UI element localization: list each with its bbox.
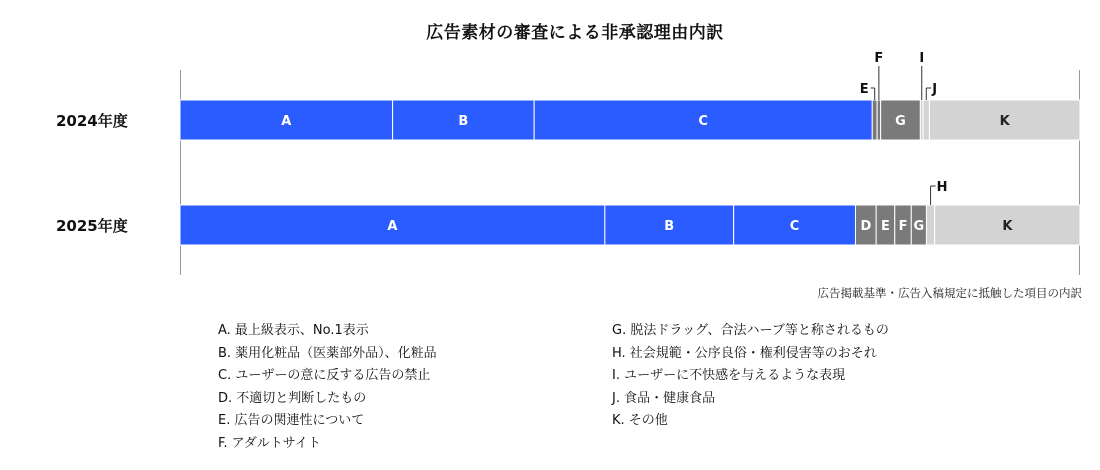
bar-2025年度-H <box>926 205 934 245</box>
bar-label-2025年度-G: G <box>913 219 925 234</box>
legend-item-i: I. ユーザーに不快感を与えるような表現 <box>612 368 846 384</box>
category-label-2: 2025年度 <box>56 217 128 235</box>
callout-label-2024年度-I: I <box>919 51 925 66</box>
legend-item-a: A. 最上級表示、No.1表示 <box>218 323 369 338</box>
legend-left-column <box>218 320 437 456</box>
legend-item-j: J. 食品・健康食品 <box>612 390 716 406</box>
bar-label-2025年度-K: K <box>1002 219 1013 234</box>
bar-label-2024年度-K: K <box>999 114 1010 129</box>
bar-label-2025年度-D: D <box>860 219 872 234</box>
bar-label-2024年度-A: A <box>281 114 292 129</box>
bar-2024年度-J <box>923 100 929 140</box>
legend-item-k: K. その他 <box>612 413 668 429</box>
bar-label-2025年度-E: E <box>881 219 890 234</box>
bar-label-2025年度-F: F <box>898 219 908 234</box>
legend-item-d: D. 不適切と判断したもの <box>218 390 367 406</box>
legend-item-b: B. 薬用化粧品（医薬部外品）、化粧品 <box>218 345 437 361</box>
legend-item-e: E. 広告の関連性について <box>218 413 365 429</box>
chart-title: 広告素材の審査による非承認理由内訳 <box>426 23 724 43</box>
bar-label-2025年度-C: C <box>789 219 800 234</box>
callout-label-2024年度-J: J <box>932 82 938 97</box>
legend-item-g: G. 脱法ドラッグ、合法ハーブ等と称されるもの <box>612 323 889 338</box>
bar-label-2025年度-A: A <box>387 219 398 234</box>
bar-label-2025年度-B: B <box>664 219 675 234</box>
category-label-1: 2024年度 <box>56 112 128 130</box>
legend-item-c: C. ユーザーの意に反する広告の禁止 <box>218 368 431 384</box>
legend-item-h: H. 社会規範・公序良俗・権利侵害等のおそれ <box>612 345 877 361</box>
legend-right-column <box>612 320 889 433</box>
callout-label-2024年度-E: E <box>859 82 869 97</box>
bar-2024年度-F <box>877 100 880 140</box>
callout-label-2025年度-H: H <box>936 180 948 195</box>
bar-label-2024年度-B: B <box>458 114 469 129</box>
bar-2024年度-E <box>872 100 877 140</box>
chart-source-note: 広告掲載基準・広告入稿規定に抵触した項目の内訳 <box>817 286 1082 300</box>
legend-item-f: F. アダルトサイト <box>218 435 321 451</box>
bar-label-2024年度-C: C <box>698 114 708 129</box>
bar-label-2024年度-G: G <box>895 114 906 129</box>
callout-label-2024年度-F: F <box>874 51 884 66</box>
